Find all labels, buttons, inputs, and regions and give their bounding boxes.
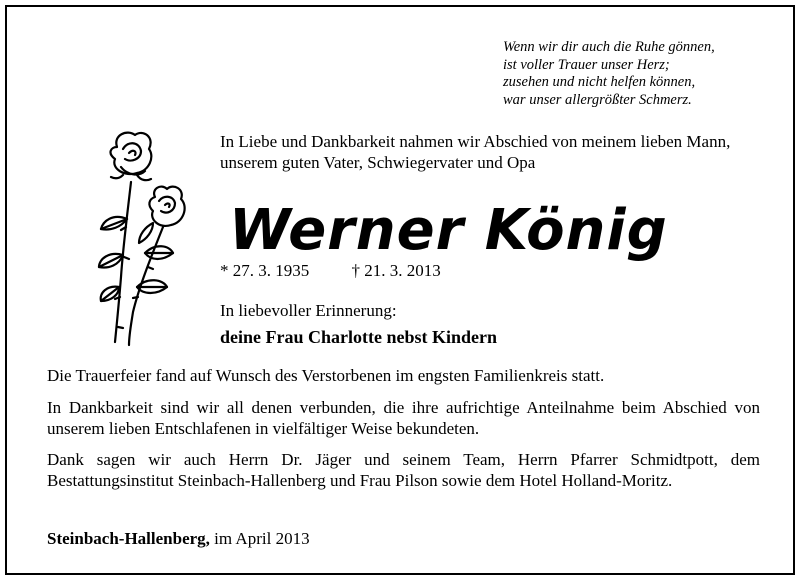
obituary-notice: [5, 5, 795, 575]
poem-line: ist voller Trauer unser Herz;: [503, 56, 670, 73]
poem: [503, 39, 783, 109]
closing-line: [47, 528, 310, 549]
closing-place: Steinbach-Hallenberg,: [47, 529, 210, 548]
memory-intro: In liebevoller Erinnerung:: [220, 301, 397, 320]
closing-date: im April 2013: [214, 529, 310, 548]
thanks-paragraph: Dank sagen wir auch Herrn Dr. Jäger und seinem Team, Herrn Pfarrer Schmidtpott, dem Bestattungsinstitut Steinbach-Hallenberg und Frau Pilson sowie dem Hotel Holland-Moritz.: [47, 450, 760, 490]
gratitude-paragraph: In Dankbarkeit sind wir all denen verbunden, die ihre aufrichtige Anteilnahme beim Abschied von unserem lieben Entschlafenen in vielfältiger Weise bekundeten.: [47, 398, 760, 438]
intro-text: In Liebe und Dankbarkeit nahmen wir Abschied von meinem lieben Mann, unserem guten Vater, Schwiegervater und Opa: [220, 132, 731, 172]
poem-line: Wenn wir dir auch die Ruhe gönnen,: [503, 39, 715, 55]
signatories: deine Frau Charlotte nebst Kindern: [220, 327, 497, 347]
funeral-paragraph: Die Trauerfeier fand auf Wunsch des Verstorbenen im engsten Familienkreis statt.: [47, 366, 605, 385]
poem-line: zusehen und nicht helfen können,: [503, 74, 696, 90]
rose-illustration-icon: [93, 127, 198, 347]
poem-line: war unser allergrößter Schmerz.: [503, 91, 692, 108]
life-dates: [220, 260, 441, 281]
death-date: † 21. 3. 2013: [351, 261, 441, 280]
birth-date: * 27. 3. 1935: [220, 261, 310, 280]
deceased-name: Werner König: [229, 198, 668, 263]
